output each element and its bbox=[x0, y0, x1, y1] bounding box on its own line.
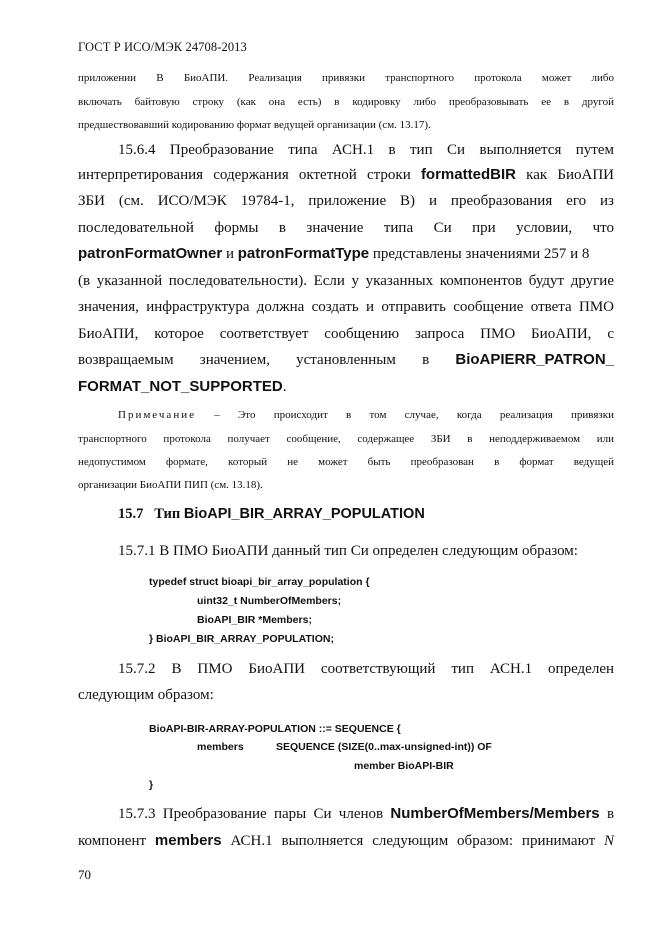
para2-text: возвращаемым значением, установленным в bbox=[78, 352, 430, 368]
page-number: 70 bbox=[78, 867, 91, 882]
para2-line-6: (в указанной последовательности). Если у указанных компонентов будут другие bbox=[78, 273, 614, 289]
note-line-1 bbox=[78, 408, 614, 422]
para5-text: АСН.1 выполняется следующим образом: принимают bbox=[230, 833, 596, 849]
para5-text: 15.7.3 Преобразование пары Си членов bbox=[118, 806, 384, 822]
error-code-term: BioAPIERR_PATRON_ bbox=[455, 351, 614, 368]
code1-line-1: typedef struct bioapi_bir_array_population { bbox=[149, 576, 370, 588]
para1-line-2: включать байтовую строку (как она есть) в кодировку либо преобразовывать ее в другой bbox=[78, 96, 614, 108]
patronformattype-term: patronFormatType bbox=[237, 245, 370, 262]
section-heading bbox=[118, 506, 425, 523]
para4-line-2: следующим образом: bbox=[78, 687, 214, 703]
para2-text: . bbox=[282, 379, 287, 395]
para2-line-4: последовательной формы в значение типа Си при условии, что bbox=[78, 220, 614, 236]
note-line-4: организации БиоАПИ ПИП (см. 13.18). bbox=[78, 479, 263, 491]
section-type-name: BioAPI_BIR_ARRAY_POPULATION bbox=[183, 506, 425, 522]
para2-line-2 bbox=[78, 166, 614, 184]
code2-line-3: member BioAPI-BIR bbox=[354, 760, 454, 772]
para5-text: компонент bbox=[78, 833, 147, 849]
code2-line-4: } bbox=[149, 779, 154, 791]
code1-line-4: } BioAPI_BIR_ARRAY_POPULATION; bbox=[149, 633, 334, 645]
section-prefix: Тип bbox=[154, 506, 181, 522]
para2-line-1: 15.6.4 Преобразование типа АСН.1 в тип Си выполняется путем bbox=[118, 142, 614, 158]
para2-text: представлены значениями 257 и 8 bbox=[372, 246, 590, 262]
error-code-term: FORMAT_NOT_SUPPORTED bbox=[78, 378, 283, 395]
code2-line-2a: members bbox=[197, 741, 244, 753]
para3-line: 15.7.1 В ПМО БиоАПИ данный тип Си определен следующим образом: bbox=[118, 543, 578, 559]
para4-line-1: 15.7.2 В ПМО БиоАПИ соответствующий тип АСН.1 определен bbox=[118, 661, 614, 677]
formattedbir-term: formattedBIR bbox=[420, 166, 516, 183]
para2-line-3: ЗБИ (см. ИСО/МЭК 19784-1, приложение В) и преобразования его из bbox=[78, 193, 614, 209]
para2-line-8: БиоАПИ, которое соответствует сообщению запроса ПМО БиоАПИ, с bbox=[78, 326, 614, 342]
para2-line-9 bbox=[78, 351, 614, 369]
members-term: members bbox=[154, 832, 222, 849]
para1-line-1: приложении В БиоАПИ. Реализация привязки транспортного протокола может либо bbox=[78, 72, 614, 84]
variable-n: N bbox=[604, 833, 615, 849]
note-line-2: транспортного протокола получает сообщение, содержащее ЗБИ в неподдерживаемом или bbox=[78, 433, 614, 445]
code1-line-2: uint32_t NumberOfMembers; bbox=[197, 595, 342, 607]
para2-text: как БиоАПИ bbox=[526, 167, 614, 183]
code1-line-3: BioAPI_BIR *Members; bbox=[197, 614, 312, 626]
para2-text: интерпретирования содержания октетной строки bbox=[78, 167, 411, 183]
section-number: 15.7 bbox=[118, 506, 144, 522]
note-line-3: недопустимом формате, который не может быть преобразован в формат ведущей bbox=[78, 456, 614, 468]
code2-line-1: BioAPI-BIR-ARRAY-POPULATION ::= SEQUENCE { bbox=[149, 723, 401, 735]
code2-line-2b: SEQUENCE (SIZE(0..max-unsigned-int)) OF bbox=[276, 741, 492, 753]
members-pair-term: NumberOfMembers/Members bbox=[390, 805, 600, 822]
para5-line-2 bbox=[78, 832, 614, 850]
para2-line-7: значения, инфраструктура должна создать и отправить сообщение ответа ПМО bbox=[78, 299, 614, 315]
note-text: – Это происходит в том случае, когда реализация привязки bbox=[214, 409, 614, 421]
document-header: ГОСТ Р ИСО/МЭК 24708-2013 bbox=[78, 40, 247, 54]
para2-line-5 bbox=[78, 245, 614, 263]
note-label: Примечание bbox=[118, 409, 196, 421]
para5-line-1 bbox=[78, 805, 614, 823]
para2-line-10 bbox=[78, 378, 614, 396]
para2-text: и bbox=[225, 246, 234, 262]
para1-line-3: предшествовавший кодированию формат ведущей организации (см. 13.17). bbox=[78, 119, 431, 131]
patronformatowner-term: patronFormatOwner bbox=[78, 245, 223, 262]
para5-text: в bbox=[606, 806, 615, 822]
